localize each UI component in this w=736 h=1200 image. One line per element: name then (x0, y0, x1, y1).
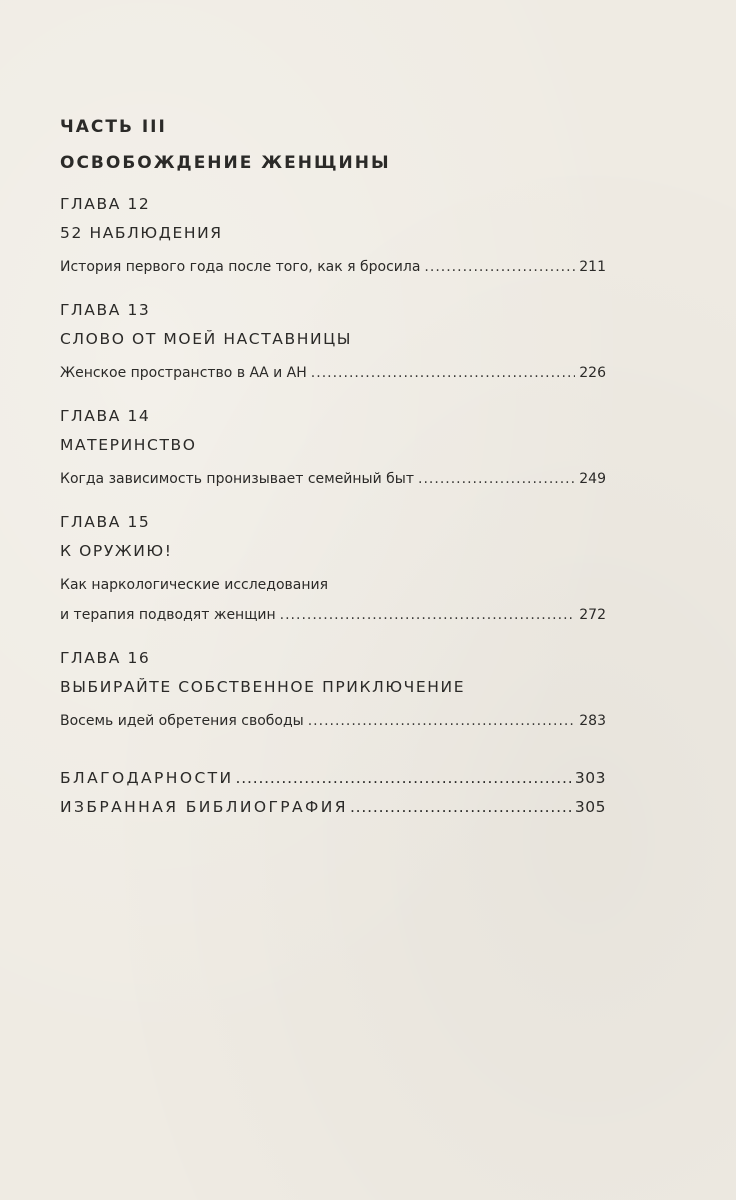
chapter-title: К ОРУЖИЮ! (60, 542, 173, 560)
dot-leader (424, 252, 575, 282)
toc-entry[interactable] (60, 252, 606, 282)
toc-entry[interactable] (60, 358, 606, 388)
chapter-title: ВЫБИРАЙТЕ СОБСТВЕННОЕ ПРИКЛЮЧЕНИЕ (60, 678, 466, 696)
dot-leader (311, 358, 575, 388)
chapter-13 (60, 296, 606, 388)
toc-entry-bibliography[interactable] (60, 793, 606, 822)
page-number: 305 (574, 798, 606, 816)
chapter-subtitle: Восемь идей обретения свободы (60, 713, 304, 729)
dot-leader (280, 600, 576, 630)
page-number: 211 (579, 259, 606, 275)
toc-entry[interactable] (60, 600, 606, 630)
chapter-15 (60, 508, 606, 630)
chapter-number: ГЛАВА 15 (60, 513, 151, 531)
chapter-number: ГЛАВА 13 (60, 301, 151, 319)
page-number: 226 (579, 365, 606, 381)
part-label: ЧАСТЬ III (60, 117, 167, 137)
dot-leader (350, 793, 573, 822)
page-number: 283 (579, 713, 606, 729)
table-of-contents (60, 112, 606, 822)
chapter-subtitle-line: Как наркологические исследования (60, 577, 329, 593)
back-matter-title: ИЗБРАННАЯ БИБЛИОГРАФИЯ (60, 798, 348, 816)
dot-leader (418, 464, 575, 494)
page-number: 272 (579, 607, 606, 623)
chapter-title: МАТЕРИНСТВО (60, 436, 197, 454)
part-title: ОСВОБОЖДЕНИЕ ЖЕНЩИНЫ (60, 153, 391, 173)
dot-leader (308, 706, 576, 736)
chapter-12 (60, 190, 606, 282)
toc-entry[interactable] (60, 464, 606, 494)
back-matter-title: БЛАГОДАРНОСТИ (60, 769, 234, 787)
page-number: 303 (574, 769, 606, 787)
back-matter (60, 764, 606, 822)
toc-entry[interactable] (60, 706, 606, 736)
dot-leader (236, 764, 573, 793)
chapter-title: СЛОВО ОТ МОЕЙ НАСТАВНИЦЫ (60, 330, 353, 348)
toc-entry-acknowledgements[interactable] (60, 764, 606, 793)
chapter-14 (60, 402, 606, 494)
chapter-number: ГЛАВА 12 (60, 195, 151, 213)
page-number: 249 (579, 471, 606, 487)
chapter-16 (60, 644, 606, 736)
chapter-subtitle: История первого года после того, как я бросила (60, 259, 421, 275)
chapter-subtitle: и терапия подводят женщин (60, 607, 276, 623)
chapter-subtitle: Когда зависимость пронизывает семейный быт (60, 471, 415, 487)
chapter-title: 52 НАБЛЮДЕНИЯ (60, 224, 223, 242)
chapter-subtitle: Женское пространство в АА и АН (60, 365, 307, 381)
chapter-number: ГЛАВА 14 (60, 407, 151, 425)
chapter-number: ГЛАВА 16 (60, 649, 151, 667)
